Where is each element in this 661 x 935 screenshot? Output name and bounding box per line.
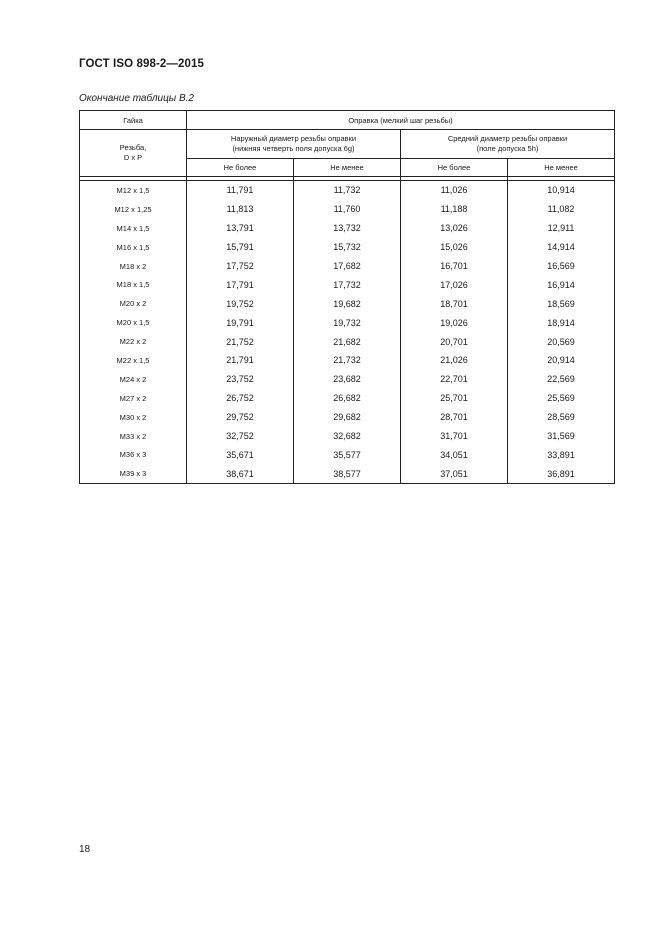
cell-mid-max: 15,026 — [401, 238, 508, 257]
cell-thread: M12 x 1,5 — [80, 181, 187, 200]
cell-outer-max: 17,752 — [187, 257, 294, 276]
cell-mid-min: 11,082 — [508, 200, 615, 219]
cell-mid-max: 11,026 — [401, 181, 508, 200]
cell-mid-min: 18,569 — [508, 294, 615, 313]
table-row — [80, 332, 615, 351]
cell-outer-max: 21,791 — [187, 351, 294, 370]
cell-outer-min: 13,732 — [294, 219, 401, 238]
cell-mid-min: 36,891 — [508, 464, 615, 483]
cell-outer-max: 19,752 — [187, 294, 294, 313]
cell-outer-min: 11,760 — [294, 200, 401, 219]
cell-outer-max: 13,791 — [187, 219, 294, 238]
table-row — [80, 464, 615, 483]
document-header: ГОСТ ISO 898-2—2015 — [79, 58, 204, 70]
header-outer-max: Не более — [187, 159, 294, 177]
cell-mid-min: 33,891 — [508, 445, 615, 464]
cell-thread: M33 x 2 — [80, 427, 187, 446]
cell-outer-max: 11,791 — [187, 181, 294, 200]
header-outer-diameter-line1: Наружный диаметр резьбы оправки — [230, 134, 357, 143]
cell-mid-max: 16,701 — [401, 257, 508, 276]
header-nut: Гайка — [80, 111, 187, 130]
cell-thread: M16 x 1,5 — [80, 238, 187, 257]
table-row — [80, 181, 615, 200]
cell-outer-min: 38,577 — [294, 464, 401, 483]
cell-mid-max: 21,026 — [401, 351, 508, 370]
cell-mid-max: 31,701 — [401, 427, 508, 446]
table-row — [80, 427, 615, 446]
cell-outer-max: 35,671 — [187, 445, 294, 464]
cell-mid-max: 17,026 — [401, 275, 508, 294]
header-mid-max: Не более — [401, 159, 508, 177]
cell-outer-max: 38,671 — [187, 464, 294, 483]
cell-thread: M39 x 3 — [80, 464, 187, 483]
cell-thread: M20 x 1,5 — [80, 313, 187, 332]
cell-outer-min: 11,732 — [294, 181, 401, 200]
table-row — [80, 219, 615, 238]
cell-mid-max: 19,026 — [401, 313, 508, 332]
cell-mid-max: 28,701 — [401, 408, 508, 427]
cell-outer-max: 29,752 — [187, 408, 294, 427]
cell-outer-max: 19,791 — [187, 313, 294, 332]
cell-outer-min: 19,682 — [294, 294, 401, 313]
table-row — [80, 445, 615, 464]
cell-thread: M12 x 1,25 — [80, 200, 187, 219]
cell-outer-min: 17,682 — [294, 257, 401, 276]
cell-thread: M27 x 2 — [80, 389, 187, 408]
cell-thread: M14 x 1,5 — [80, 219, 187, 238]
cell-outer-max: 11,813 — [187, 200, 294, 219]
header-outer-diameter — [187, 130, 401, 159]
cell-outer-min: 26,682 — [294, 389, 401, 408]
table-row — [80, 275, 615, 294]
cell-outer-max: 23,752 — [187, 370, 294, 389]
header-outer-min: Не менее — [294, 159, 401, 177]
cell-mid-max: 13,026 — [401, 219, 508, 238]
cell-outer-min: 21,732 — [294, 351, 401, 370]
table-row — [80, 257, 615, 276]
cell-outer-max: 15,791 — [187, 238, 294, 257]
cell-thread: M30 x 2 — [80, 408, 187, 427]
cell-thread: M18 x 2 — [80, 257, 187, 276]
cell-mid-min: 14,914 — [508, 238, 615, 257]
table-caption: Окончание таблицы В.2 — [79, 93, 194, 104]
cell-mid-max: 20,701 — [401, 332, 508, 351]
table-row — [80, 313, 615, 332]
cell-outer-max: 17,791 — [187, 275, 294, 294]
header-thread — [80, 130, 187, 177]
table-row — [80, 351, 615, 370]
cell-mid-min: 28,569 — [508, 408, 615, 427]
cell-mid-max: 34,051 — [401, 445, 508, 464]
table-row — [80, 294, 615, 313]
cell-mid-max: 18,701 — [401, 294, 508, 313]
cell-outer-min: 17,732 — [294, 275, 401, 294]
cell-mid-max: 11,188 — [401, 200, 508, 219]
cell-outer-max: 32,752 — [187, 427, 294, 446]
header-outer-diameter-line2: (нижняя четверть поля допуска 6g) — [232, 144, 355, 153]
cell-thread: M18 x 1,5 — [80, 275, 187, 294]
cell-thread: M20 x 2 — [80, 294, 187, 313]
header-mid-diameter-line2: (поле допуска 5h) — [476, 144, 539, 153]
table-row — [80, 238, 615, 257]
cell-mid-max: 25,701 — [401, 389, 508, 408]
header-thread-line2: D x P — [123, 153, 143, 162]
cell-outer-min: 32,682 — [294, 427, 401, 446]
page-number: 18 — [79, 844, 91, 855]
cell-outer-min: 15,732 — [294, 238, 401, 257]
cell-thread: M24 x 2 — [80, 370, 187, 389]
cell-outer-min: 19,732 — [294, 313, 401, 332]
cell-outer-min: 29,682 — [294, 408, 401, 427]
table-row — [80, 200, 615, 219]
cell-outer-max: 26,752 — [187, 389, 294, 408]
cell-mid-min: 18,914 — [508, 313, 615, 332]
cell-thread: M22 x 2 — [80, 332, 187, 351]
cell-mid-min: 12,911 — [508, 219, 615, 238]
cell-mid-max: 22,701 — [401, 370, 508, 389]
cell-mid-min: 20,569 — [508, 332, 615, 351]
cell-mid-min: 22,569 — [508, 370, 615, 389]
cell-mid-max: 37,051 — [401, 464, 508, 483]
header-mandrel: Оправка (мелкий шаг резьбы) — [187, 111, 615, 130]
table-row — [80, 370, 615, 389]
header-mid-diameter — [401, 130, 615, 159]
thread-spec-table — [79, 110, 615, 484]
cell-outer-min: 23,682 — [294, 370, 401, 389]
header-mid-diameter-line1: Средний диаметр резьбы оправки — [447, 134, 568, 143]
table-row — [80, 389, 615, 408]
cell-mid-min: 20,914 — [508, 351, 615, 370]
cell-mid-min: 16,914 — [508, 275, 615, 294]
table-row — [80, 408, 615, 427]
cell-mid-min: 25,569 — [508, 389, 615, 408]
cell-mid-min: 16,569 — [508, 257, 615, 276]
header-thread-line1: Резьба, — [119, 143, 147, 152]
cell-outer-max: 21,752 — [187, 332, 294, 351]
cell-thread: M36 x 3 — [80, 445, 187, 464]
cell-outer-min: 35,577 — [294, 445, 401, 464]
cell-outer-min: 21,682 — [294, 332, 401, 351]
header-mid-min: Не менее — [508, 159, 615, 177]
cell-mid-min: 31,569 — [508, 427, 615, 446]
cell-mid-min: 10,914 — [508, 181, 615, 200]
cell-thread: M22 x 1,5 — [80, 351, 187, 370]
